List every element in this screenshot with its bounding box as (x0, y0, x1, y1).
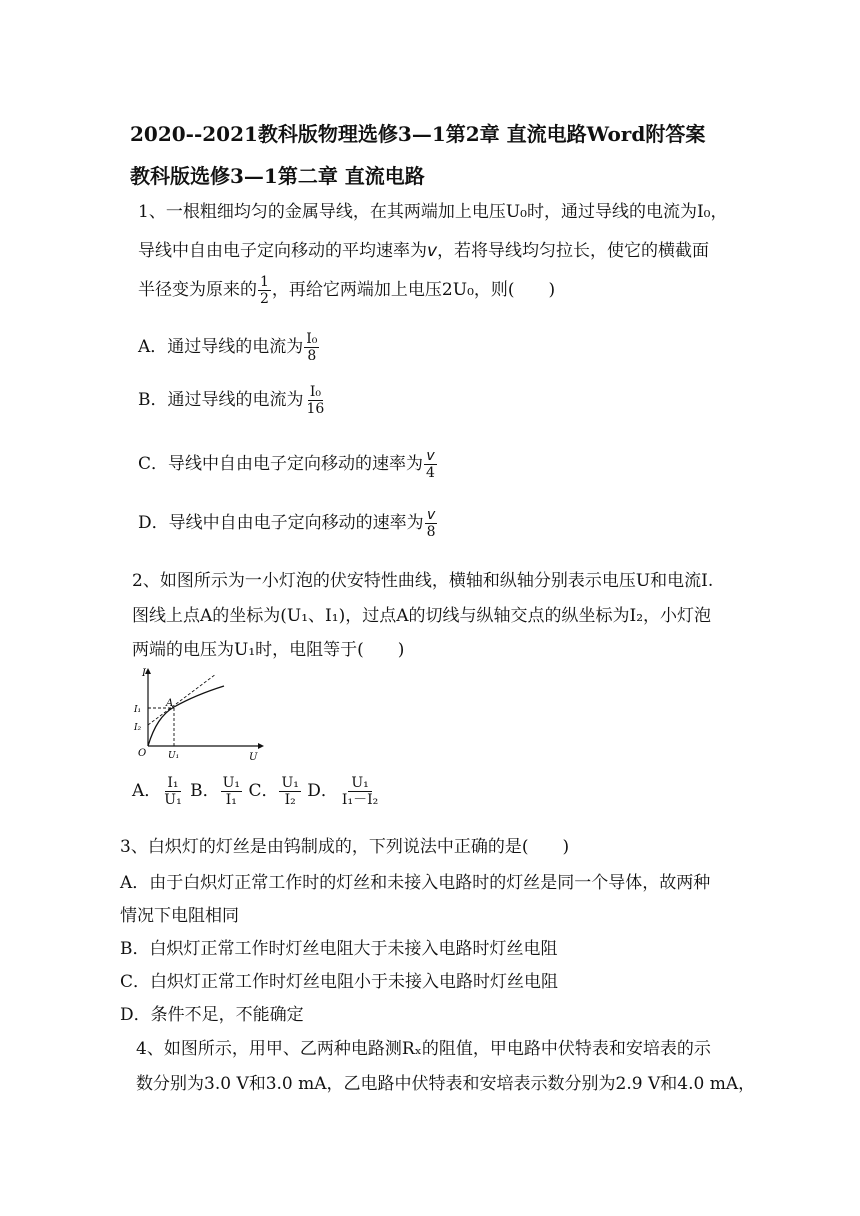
q2-line-3: 两端的电压为U₁时，电阻等于( ) (132, 640, 405, 660)
option-b-label: B． (190, 781, 220, 802)
q4-line-1: 4、如图所示，用甲、乙两种电路测Rₓ的阻值，甲电路中伏特表和安培表的示 (136, 1039, 711, 1059)
document-title: 2020--2021教科版物理选修3—1第2章 直流电路Word附答案 (130, 122, 706, 146)
option-c-label: C． (248, 781, 279, 802)
u1-label: U₁ (168, 751, 180, 761)
frac-num: I₀ (306, 331, 318, 347)
iv-characteristic-graph (132, 664, 272, 764)
q1-option-c (138, 448, 438, 481)
q1-option-d-fraction (425, 507, 438, 540)
q1-option-d (138, 507, 439, 540)
q3-stem: 3、白炽灯的灯丝是由钨制成的，下列说法中正确的是( ) (120, 837, 570, 857)
i2-label: I₂ (134, 723, 142, 733)
option-a-label: A． (132, 781, 162, 802)
q3-option-a-line-2: 情况下电阻相同 (120, 906, 239, 926)
frac-den: 8 (307, 348, 317, 365)
q4-line-2: 数分别为3.0 V和3.0 mA，乙电路中伏特表和安培表示数分别为2.9 V和4.0 mA， (136, 1074, 756, 1094)
q1-line-1: 1、一根粗细均匀的金属导线，在其两端加上电压U₀时，通过导线的电流为I₀， (138, 202, 728, 222)
option-d-label: D． (307, 781, 338, 802)
q1-option-a-fraction (304, 331, 319, 364)
q3-option-d: D．条件不足，不能确定 (120, 1005, 304, 1025)
frac-num: I₀ (309, 384, 321, 400)
q2-option-d-fraction (339, 775, 381, 808)
u-axis-arrow (258, 743, 264, 749)
iv-curve (148, 686, 224, 746)
tangent-line (148, 674, 216, 725)
frac-den: I₁－I₂ (341, 792, 379, 809)
frac-den: I₂ (284, 792, 296, 809)
option-text: A．通过导线的电流为 (138, 337, 304, 358)
q2-option-b-fraction (221, 775, 242, 808)
q3-option-a-line-1: A．由于白炽灯正常工作时的灯丝和未接入电路时的灯丝是同一个导体，故两种 (120, 873, 711, 893)
frac-num: v (426, 507, 436, 523)
point-a-label: A (166, 698, 174, 709)
frac-den: 16 (306, 401, 325, 418)
q2-line-2: 图线上点A的坐标为(U₁、I₁)，过点A的切线与纵轴交点的纵坐标为I₂，小灯泡 (132, 606, 712, 626)
frac-den: 8 (426, 524, 436, 541)
q1-line-3 (138, 274, 555, 307)
q2-line-1: 2、如图所示为一小灯泡的伏安特性曲线，横轴和纵轴分别表示电压U和电流I. (132, 571, 714, 591)
q1-line-3a: 半径变为原来的 (138, 280, 257, 301)
frac-den: 4 (426, 465, 435, 482)
frac-den: 2 (260, 291, 269, 308)
q3-option-c: C．白炽灯正常工作时灯丝电阻小于未接入电路时灯丝电阻 (120, 972, 559, 992)
q1-line-2a: 导线中自由电子定向移动的平均速率为 (138, 241, 427, 261)
q1-line-2b: ，若将导线均匀拉长，使它的横截面 (437, 241, 710, 261)
option-text: B．通过导线的电流为 (138, 390, 304, 411)
i1-label: I₁ (134, 705, 142, 715)
option-text: C．导线中自由电子定向移动的速率为 (138, 454, 424, 475)
q1-option-b (138, 384, 327, 417)
q3-option-b: B．白炽灯正常工作时灯丝电阻大于未接入电路时灯丝电阻 (120, 939, 558, 959)
frac-den: U₁ (164, 792, 182, 809)
q2-option-c-fraction (279, 775, 300, 808)
origin-label: O (138, 748, 147, 759)
frac-num: U₁ (348, 775, 371, 792)
q1-line-2 (138, 236, 709, 261)
frac-num: U₁ (222, 775, 241, 791)
section-title: 教科版选修3—1第二章 直流电路 (130, 164, 425, 188)
frac-den: I₁ (225, 792, 237, 809)
u-axis-label: U (249, 752, 258, 763)
q2-options (132, 775, 382, 808)
q1-option-c-fraction (424, 448, 437, 481)
q1-fraction-half (258, 274, 271, 307)
frac-num: I₁ (167, 775, 179, 791)
q1-option-b-fraction (305, 384, 327, 417)
i-axis-label: I (142, 668, 146, 679)
frac-num: v (426, 448, 435, 464)
q2-option-a-fraction (162, 775, 183, 808)
frac-num: U₁ (281, 775, 299, 791)
q1-velocity-symbol: v (427, 241, 438, 261)
option-text: D．导线中自由电子定向移动的速率为 (138, 513, 424, 534)
q1-line-3b: ，再给它两端加上电压2U₀，则( ) (271, 280, 556, 301)
q1-option-a (138, 331, 320, 364)
frac-num: 1 (260, 274, 269, 290)
